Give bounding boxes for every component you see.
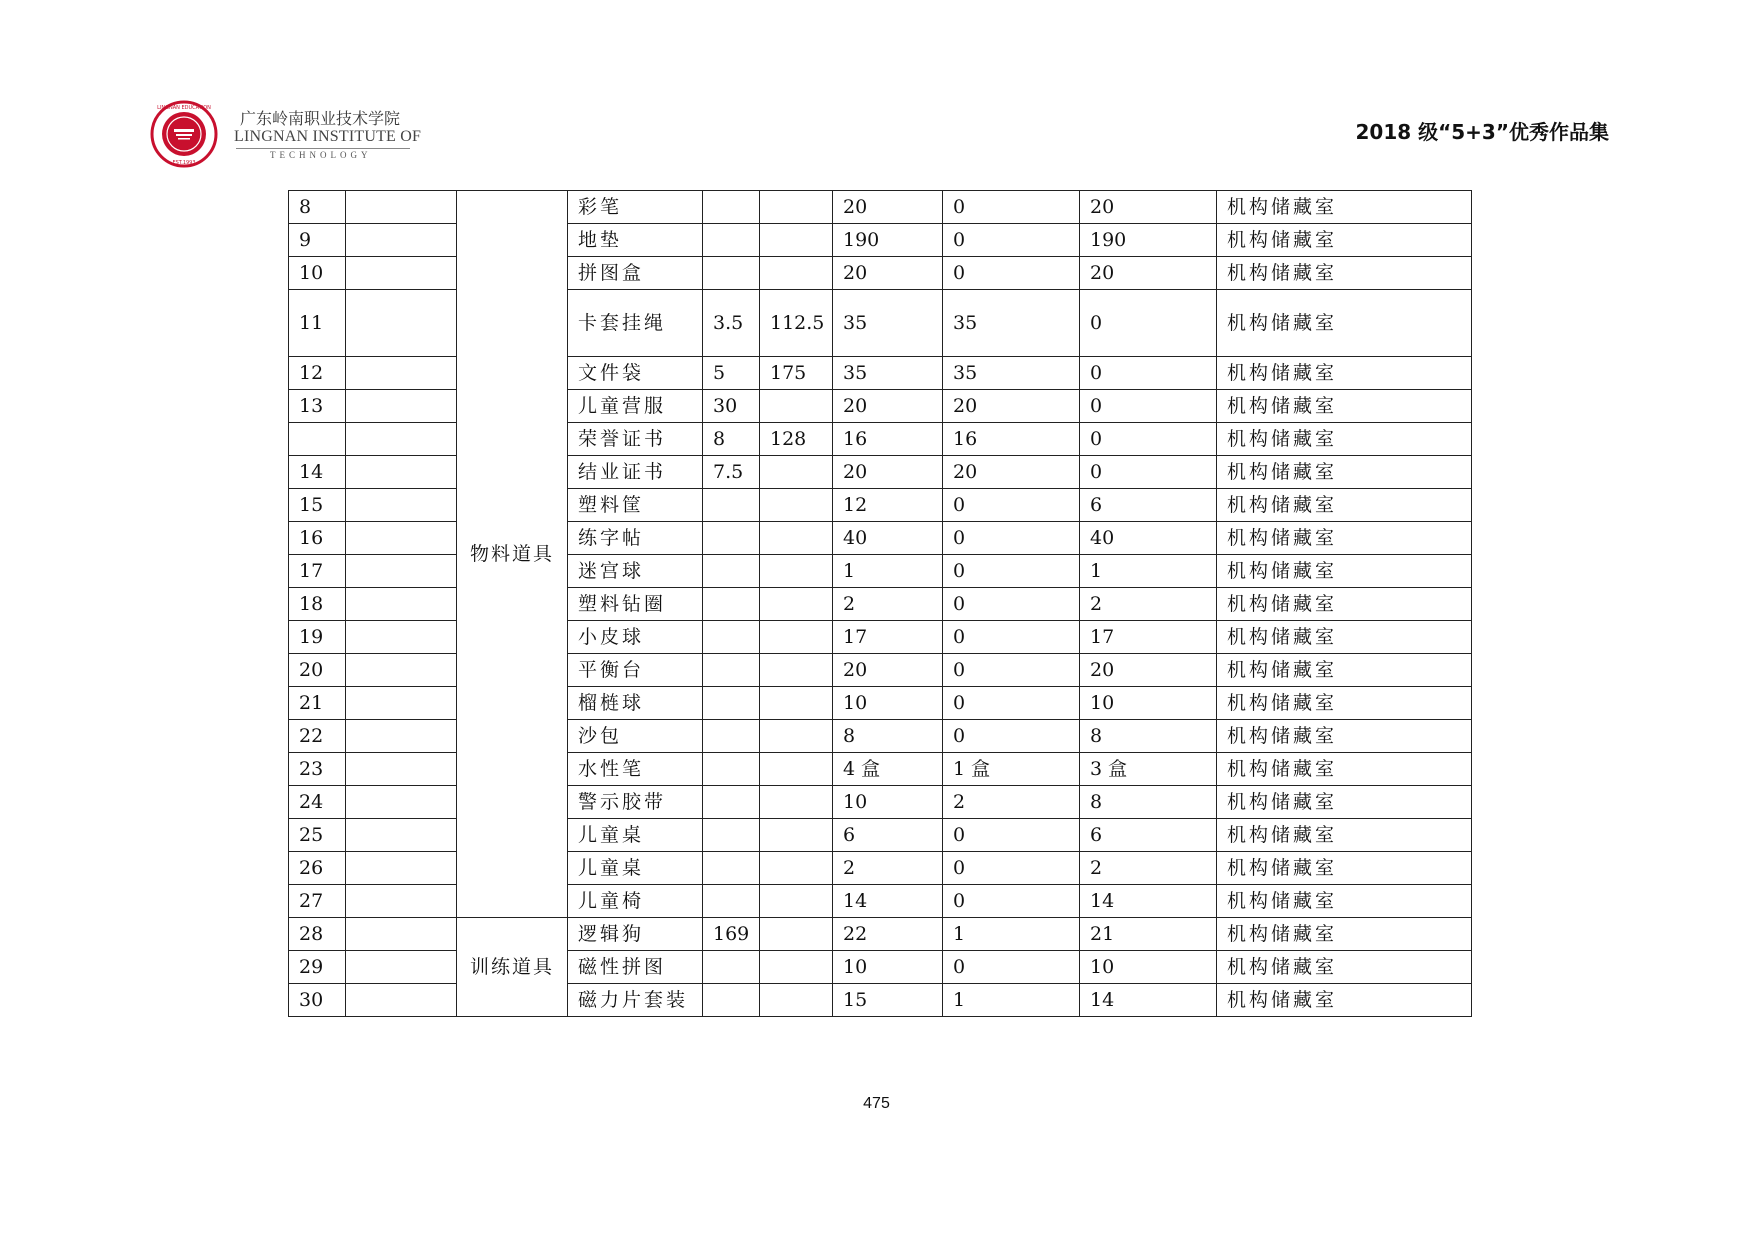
remaining-quantity: 190	[1080, 224, 1217, 257]
remaining-quantity: 20	[1080, 654, 1217, 687]
unit-price	[703, 257, 760, 290]
storage-location: 机构储藏室	[1217, 885, 1472, 918]
unit-price	[703, 654, 760, 687]
remaining-quantity: 14	[1080, 885, 1217, 918]
item-name: 小皮球	[568, 621, 703, 654]
remaining-quantity: 40	[1080, 522, 1217, 555]
remaining-quantity: 0	[1080, 423, 1217, 456]
total-price: 112.5	[760, 290, 833, 357]
item-name: 荣誉证书	[568, 423, 703, 456]
item-code	[346, 588, 457, 621]
remaining-quantity: 20	[1080, 257, 1217, 290]
item-code	[346, 984, 457, 1017]
item-number: 9	[289, 224, 346, 257]
remaining-quantity: 0	[1080, 357, 1217, 390]
remaining-quantity: 21	[1080, 918, 1217, 951]
item-code	[346, 522, 457, 555]
unit-price: 8	[703, 423, 760, 456]
used-quantity: 0	[943, 489, 1080, 522]
item-code	[346, 918, 457, 951]
quantity: 20	[833, 257, 943, 290]
total-price: 175	[760, 357, 833, 390]
used-quantity: 2	[943, 786, 1080, 819]
item-number: 20	[289, 654, 346, 687]
quantity: 10	[833, 786, 943, 819]
institution-name-en-technology: TECHNOLOGY	[270, 150, 372, 160]
unit-price: 5	[703, 357, 760, 390]
total-price	[760, 555, 833, 588]
used-quantity: 0	[943, 654, 1080, 687]
remaining-quantity: 17	[1080, 621, 1217, 654]
quantity: 20	[833, 654, 943, 687]
storage-location: 机构储藏室	[1217, 456, 1472, 489]
unit-price: 3.5	[703, 290, 760, 357]
quantity: 10	[833, 951, 943, 984]
document-title: 2018 级“5+3”优秀作品集	[1355, 120, 1609, 144]
storage-location: 机构储藏室	[1217, 918, 1472, 951]
used-quantity: 0	[943, 522, 1080, 555]
total-price	[760, 191, 833, 224]
unit-price	[703, 852, 760, 885]
total-price	[760, 522, 833, 555]
total-price	[760, 654, 833, 687]
unit-price	[703, 885, 760, 918]
quantity: 190	[833, 224, 943, 257]
item-name: 榴梿球	[568, 687, 703, 720]
used-quantity: 35	[943, 357, 1080, 390]
used-quantity: 0	[943, 555, 1080, 588]
item-name: 地垫	[568, 224, 703, 257]
unit-price	[703, 224, 760, 257]
item-number: 29	[289, 951, 346, 984]
unit-price	[703, 522, 760, 555]
item-code	[346, 224, 457, 257]
used-quantity: 0	[943, 852, 1080, 885]
storage-location: 机构储藏室	[1217, 290, 1472, 357]
item-number: 13	[289, 390, 346, 423]
storage-location: 机构储藏室	[1217, 224, 1472, 257]
used-quantity: 1	[943, 918, 1080, 951]
item-name: 练字帖	[568, 522, 703, 555]
total-price	[760, 984, 833, 1017]
item-code	[346, 390, 457, 423]
storage-location: 机构储藏室	[1217, 191, 1472, 224]
quantity: 14	[833, 885, 943, 918]
item-code	[346, 456, 457, 489]
item-code	[346, 191, 457, 224]
item-number: 17	[289, 555, 346, 588]
storage-location: 机构储藏室	[1217, 720, 1472, 753]
remaining-quantity: 10	[1080, 687, 1217, 720]
item-name: 逻辑狗	[568, 918, 703, 951]
storage-location: 机构储藏室	[1217, 257, 1472, 290]
remaining-quantity: 6	[1080, 819, 1217, 852]
storage-location: 机构储藏室	[1217, 390, 1472, 423]
total-price	[760, 720, 833, 753]
item-number: 12	[289, 357, 346, 390]
item-name: 平衡台	[568, 654, 703, 687]
used-quantity: 20	[943, 456, 1080, 489]
item-number: 28	[289, 918, 346, 951]
item-code	[346, 852, 457, 885]
total-price	[760, 489, 833, 522]
remaining-quantity: 10	[1080, 951, 1217, 984]
item-name: 儿童桌	[568, 852, 703, 885]
item-code	[346, 720, 457, 753]
remaining-quantity: 2	[1080, 588, 1217, 621]
unit-price	[703, 588, 760, 621]
item-number: 16	[289, 522, 346, 555]
unit-price	[703, 819, 760, 852]
remaining-quantity: 6	[1080, 489, 1217, 522]
item-name: 沙包	[568, 720, 703, 753]
used-quantity: 0	[943, 588, 1080, 621]
item-number: 23	[289, 753, 346, 786]
total-price	[760, 819, 833, 852]
item-number: 26	[289, 852, 346, 885]
quantity: 2	[833, 588, 943, 621]
storage-location: 机构储藏室	[1217, 357, 1472, 390]
quantity: 17	[833, 621, 943, 654]
storage-location: 机构储藏室	[1217, 588, 1472, 621]
unit-price	[703, 786, 760, 819]
total-price	[760, 753, 833, 786]
unit-price	[703, 191, 760, 224]
storage-location: 机构储藏室	[1217, 423, 1472, 456]
total-price	[760, 257, 833, 290]
total-price	[760, 687, 833, 720]
item-code	[346, 753, 457, 786]
item-code	[346, 885, 457, 918]
quantity: 2	[833, 852, 943, 885]
remaining-quantity: 14	[1080, 984, 1217, 1017]
item-number: 24	[289, 786, 346, 819]
remaining-quantity: 0	[1080, 456, 1217, 489]
item-number: 27	[289, 885, 346, 918]
quantity: 20	[833, 456, 943, 489]
remaining-quantity: 8	[1080, 786, 1217, 819]
item-code	[346, 621, 457, 654]
total-price	[760, 456, 833, 489]
item-code	[346, 786, 457, 819]
storage-location: 机构储藏室	[1217, 753, 1472, 786]
unit-price: 30	[703, 390, 760, 423]
storage-location: 机构储藏室	[1217, 819, 1472, 852]
used-quantity: 0	[943, 819, 1080, 852]
item-code	[346, 423, 457, 456]
item-name: 迷宫球	[568, 555, 703, 588]
unit-price	[703, 720, 760, 753]
unit-price	[703, 555, 760, 588]
item-name: 警示胶带	[568, 786, 703, 819]
item-name: 儿童椅	[568, 885, 703, 918]
total-price	[760, 852, 833, 885]
item-name: 卡套挂绳	[568, 290, 703, 357]
item-code	[346, 654, 457, 687]
storage-location: 机构储藏室	[1217, 522, 1472, 555]
page-number: 475	[863, 1095, 890, 1112]
quantity: 35	[833, 357, 943, 390]
storage-location: 机构储藏室	[1217, 852, 1472, 885]
quantity: 8	[833, 720, 943, 753]
item-name: 磁力片套装	[568, 984, 703, 1017]
item-name: 磁性拼图	[568, 951, 703, 984]
quantity: 22	[833, 918, 943, 951]
item-name: 儿童营服	[568, 390, 703, 423]
used-quantity: 0	[943, 885, 1080, 918]
unit-price: 7.5	[703, 456, 760, 489]
used-quantity: 20	[943, 390, 1080, 423]
used-quantity: 0	[943, 720, 1080, 753]
table-row	[289, 918, 1472, 951]
item-name: 彩笔	[568, 191, 703, 224]
table-row	[289, 191, 1472, 224]
used-quantity: 0	[943, 257, 1080, 290]
item-number: 18	[289, 588, 346, 621]
item-code	[346, 951, 457, 984]
item-code	[346, 819, 457, 852]
quantity: 4 盒	[833, 753, 943, 786]
quantity: 6	[833, 819, 943, 852]
item-code	[346, 687, 457, 720]
storage-location: 机构储藏室	[1217, 984, 1472, 1017]
quantity: 15	[833, 984, 943, 1017]
item-number: 15	[289, 489, 346, 522]
item-name: 塑料筐	[568, 489, 703, 522]
unit-price	[703, 489, 760, 522]
used-quantity: 0	[943, 687, 1080, 720]
remaining-quantity: 20	[1080, 191, 1217, 224]
item-number: 22	[289, 720, 346, 753]
storage-location: 机构储藏室	[1217, 621, 1472, 654]
storage-location: 机构储藏室	[1217, 687, 1472, 720]
used-quantity: 0	[943, 951, 1080, 984]
remaining-quantity: 8	[1080, 720, 1217, 753]
quantity: 12	[833, 489, 943, 522]
item-code	[346, 489, 457, 522]
institution-name-en: LINGNAN INSTITUTE OF	[234, 128, 422, 145]
item-name: 塑料钻圈	[568, 588, 703, 621]
item-number: 21	[289, 687, 346, 720]
remaining-quantity: 0	[1080, 390, 1217, 423]
inventory-table	[288, 190, 1472, 1017]
item-number: 11	[289, 290, 346, 357]
storage-location: 机构储藏室	[1217, 786, 1472, 819]
item-code	[346, 555, 457, 588]
item-name: 水性笔	[568, 753, 703, 786]
storage-location: 机构储藏室	[1217, 555, 1472, 588]
unit-price	[703, 984, 760, 1017]
unit-price: 169	[703, 918, 760, 951]
item-number: 19	[289, 621, 346, 654]
item-code	[346, 257, 457, 290]
total-price	[760, 621, 833, 654]
item-number: 14	[289, 456, 346, 489]
item-number: 25	[289, 819, 346, 852]
item-name: 结业证书	[568, 456, 703, 489]
item-name: 儿童桌	[568, 819, 703, 852]
total-price: 128	[760, 423, 833, 456]
header-divider	[236, 148, 410, 149]
remaining-quantity: 3 盒	[1080, 753, 1217, 786]
used-quantity: 0	[943, 224, 1080, 257]
used-quantity: 0	[943, 621, 1080, 654]
item-number: 30	[289, 984, 346, 1017]
used-quantity: 35	[943, 290, 1080, 357]
total-price	[760, 918, 833, 951]
total-price	[760, 588, 833, 621]
item-number: 8	[289, 191, 346, 224]
unit-price	[703, 951, 760, 984]
institution-name-cn: 广东岭南职业技术学院	[240, 109, 401, 128]
item-number	[289, 423, 346, 456]
item-code	[346, 357, 457, 390]
used-quantity: 1	[943, 984, 1080, 1017]
total-price	[760, 390, 833, 423]
used-quantity: 1 盒	[943, 753, 1080, 786]
quantity: 20	[833, 390, 943, 423]
category-cell-training: 训练道具	[457, 918, 568, 1017]
total-price	[760, 786, 833, 819]
logo-text: LINGNAN EDUCATION	[157, 105, 211, 111]
total-price	[760, 224, 833, 257]
remaining-quantity: 2	[1080, 852, 1217, 885]
quantity: 20	[833, 191, 943, 224]
lingnan-logo-icon	[150, 100, 218, 168]
quantity: 10	[833, 687, 943, 720]
logo-est: EST.1993	[172, 160, 196, 166]
unit-price	[703, 687, 760, 720]
quantity: 35	[833, 290, 943, 357]
quantity: 40	[833, 522, 943, 555]
unit-price	[703, 753, 760, 786]
remaining-quantity: 0	[1080, 290, 1217, 357]
category-cell-materials: 物料道具	[457, 191, 568, 918]
storage-location: 机构储藏室	[1217, 654, 1472, 687]
used-quantity: 0	[943, 191, 1080, 224]
quantity: 1	[833, 555, 943, 588]
total-price	[760, 951, 833, 984]
remaining-quantity: 1	[1080, 555, 1217, 588]
quantity: 16	[833, 423, 943, 456]
item-name: 文件袋	[568, 357, 703, 390]
used-quantity: 16	[943, 423, 1080, 456]
total-price	[760, 885, 833, 918]
item-code	[346, 290, 457, 357]
unit-price	[703, 621, 760, 654]
storage-location: 机构储藏室	[1217, 951, 1472, 984]
item-number: 10	[289, 257, 346, 290]
page-header	[0, 0, 1753, 180]
storage-location: 机构储藏室	[1217, 489, 1472, 522]
item-name: 拼图盒	[568, 257, 703, 290]
